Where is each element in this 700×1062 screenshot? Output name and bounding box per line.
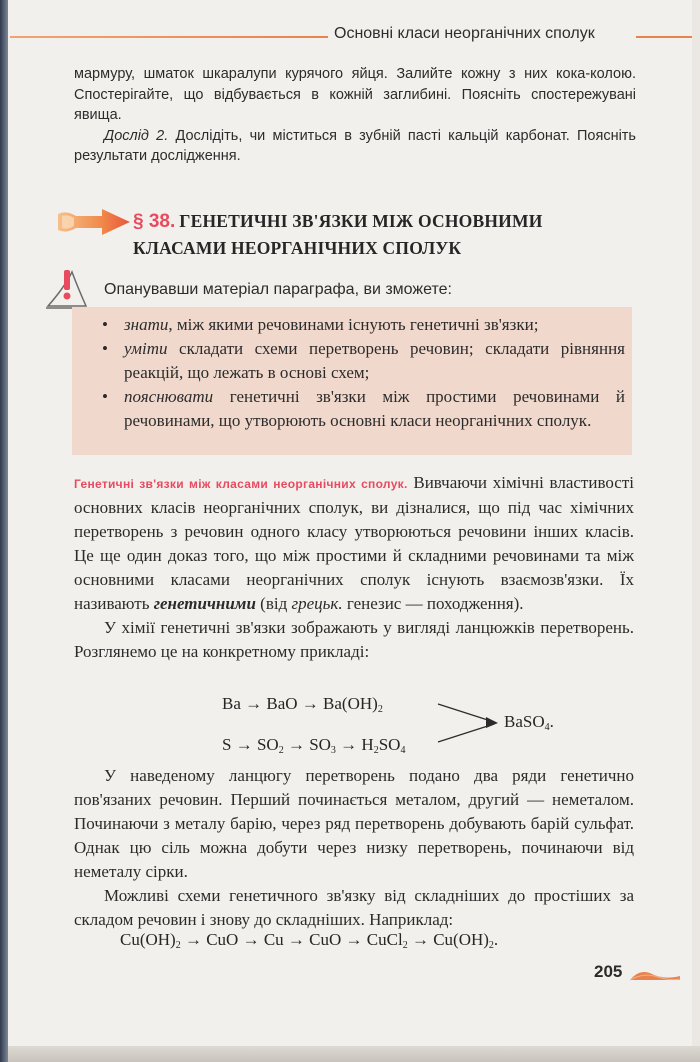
paragraph-3: У наведеному ланцюгу перетворень подано два ряди генетично пов'язаних речовин. Перший починається металом, другий — неметалом. Починаючи з металу барію, через ряд перетворень добувають барій сульфат. Однак цю сіль можна добути через низку перетворень, починаючи від неметалу сірки. — [74, 766, 634, 881]
formula-s-sub: 4 — [400, 745, 406, 756]
formula-s-sub: 3 — [330, 745, 336, 756]
formula-s-sub: 2 — [278, 745, 284, 756]
formula-ba-text: Ba → BaO → Ba(OH) — [222, 694, 378, 713]
formula-s-text: SO — [378, 735, 401, 754]
experiment-1-text: мармуру, шматок шкаралупи курячого яйця. Залийте кожну з них кока-колою. Спостерігайте, що відбувається в кожній заглибині. Поясніть спостережувані явища. — [74, 66, 636, 123]
experiment-2 — [74, 126, 636, 167]
formula-product-text: BaSO — [504, 712, 545, 731]
experiment-text — [74, 64, 636, 167]
term-genetic: генетичними — [153, 594, 256, 613]
paragraph-4: Можливі схеми генетичного зв'язку від складніших до простіших за складом речовин і знову до складніших. Наприклад: — [74, 886, 634, 929]
goals-list — [100, 313, 625, 433]
section-number: § 38. — [133, 211, 176, 232]
section-arrow-icon — [56, 206, 132, 238]
formula-s-text: → SO — [283, 735, 331, 754]
attention-icon — [44, 266, 88, 310]
goals-intro: Опанувавши матеріал параграфа, ви зможете: — [104, 281, 452, 298]
section-heading — [133, 208, 643, 262]
convergence-arrows-icon — [436, 700, 506, 746]
experiment-2-label: Дослід 2. — [104, 127, 169, 144]
formula-product-sub: 4 — [544, 722, 550, 733]
paragraph-1-text-c: генезис — походження). — [342, 594, 524, 613]
goal-text: складати схеми перетворень речовин; складати рівняння реакцій, що лежать в основі схем; — [124, 339, 625, 382]
formula-cu-sub: 2 — [402, 940, 408, 951]
paragraph-1-text-b: (від — [255, 594, 292, 613]
main-text-2 — [74, 764, 634, 932]
experiment-2-text: Дослідіть, чи міститься в зубній пасті кальцій карбонат. Поясніть результати дослідження. — [74, 127, 636, 164]
formula-product — [504, 712, 554, 733]
formula-s-sub: 2 — [373, 745, 379, 756]
rubric-heading: Генетичні зв'язки між класами неорганічних сполук. — [74, 477, 408, 491]
page-number: 205 — [594, 962, 623, 981]
paragraph-2: У хімії генетичні зв'язки зображають у вигляді ланцюжків перетворень. Розглянемо це на конкретному прикладі: — [74, 618, 634, 661]
goal-item — [100, 337, 625, 385]
page-bottom-edge — [8, 1046, 700, 1062]
formula-s-chain — [222, 735, 405, 756]
formula-s-text: → H — [335, 735, 374, 754]
section-title-line-1: ГЕНЕТИЧНІ ЗВ'ЯЗКИ МІЖ ОСНОВНИМИ — [179, 211, 543, 231]
section-title-line-2: КЛАСАМИ НЕОРГАНІЧНИХ СПОЛУК — [133, 238, 462, 258]
formula-cu-text: → CuO → Cu → CuO → CuCl — [180, 930, 403, 949]
formula-product-end: . — [549, 712, 554, 731]
goal-text: генетичні зв'язки між простими речовинами й речовинами, що утворюють основні класи неорганічних сполук. — [124, 387, 625, 430]
header-rule-right — [636, 36, 692, 38]
paragraph-1 — [74, 471, 634, 616]
formula-cu-sub: 2 — [488, 940, 494, 951]
formula-s-text: S → SO — [222, 735, 279, 754]
formula-ba-sub: 2 — [377, 704, 383, 715]
header-rule-left — [10, 36, 328, 38]
goal-text: , між якими речовинами існують генетичні зв'язки; — [168, 315, 539, 334]
goal-verb: пояснювати — [124, 387, 214, 406]
goal-verb: знати — [124, 315, 169, 334]
formula-cu-chain — [120, 930, 498, 951]
page-number-decoration-icon — [630, 966, 680, 982]
formula-cu-text: → Cu(OH) — [407, 930, 489, 949]
page-gutter — [0, 0, 8, 1062]
formula-cu-sub: 2 — [175, 940, 181, 951]
formula-cu-text: Cu(OH) — [120, 930, 176, 949]
goal-verb: уміти — [124, 339, 168, 358]
formula-ba-chain — [222, 694, 383, 715]
main-text — [74, 471, 634, 664]
goal-item — [100, 313, 625, 337]
paragraph-1-text: Вивчаючи хімічні властивості основних класів неорганічних сполук, ви дізналися, що під час хімічних перетворень з речовин одного класу утворюються речовини інших класів. Це ще один доказ того, що між простими й складними речовинами та між основними класами неорганічних сполук існують взаємозв'язки. Їх називають — [74, 473, 634, 613]
formula-cu-end: . — [493, 930, 499, 949]
running-header — [0, 24, 700, 48]
greek-abbr: грецьк. — [291, 594, 343, 613]
goal-item — [100, 385, 625, 433]
header-title: Основні класи неорганічних сполук — [334, 25, 595, 42]
